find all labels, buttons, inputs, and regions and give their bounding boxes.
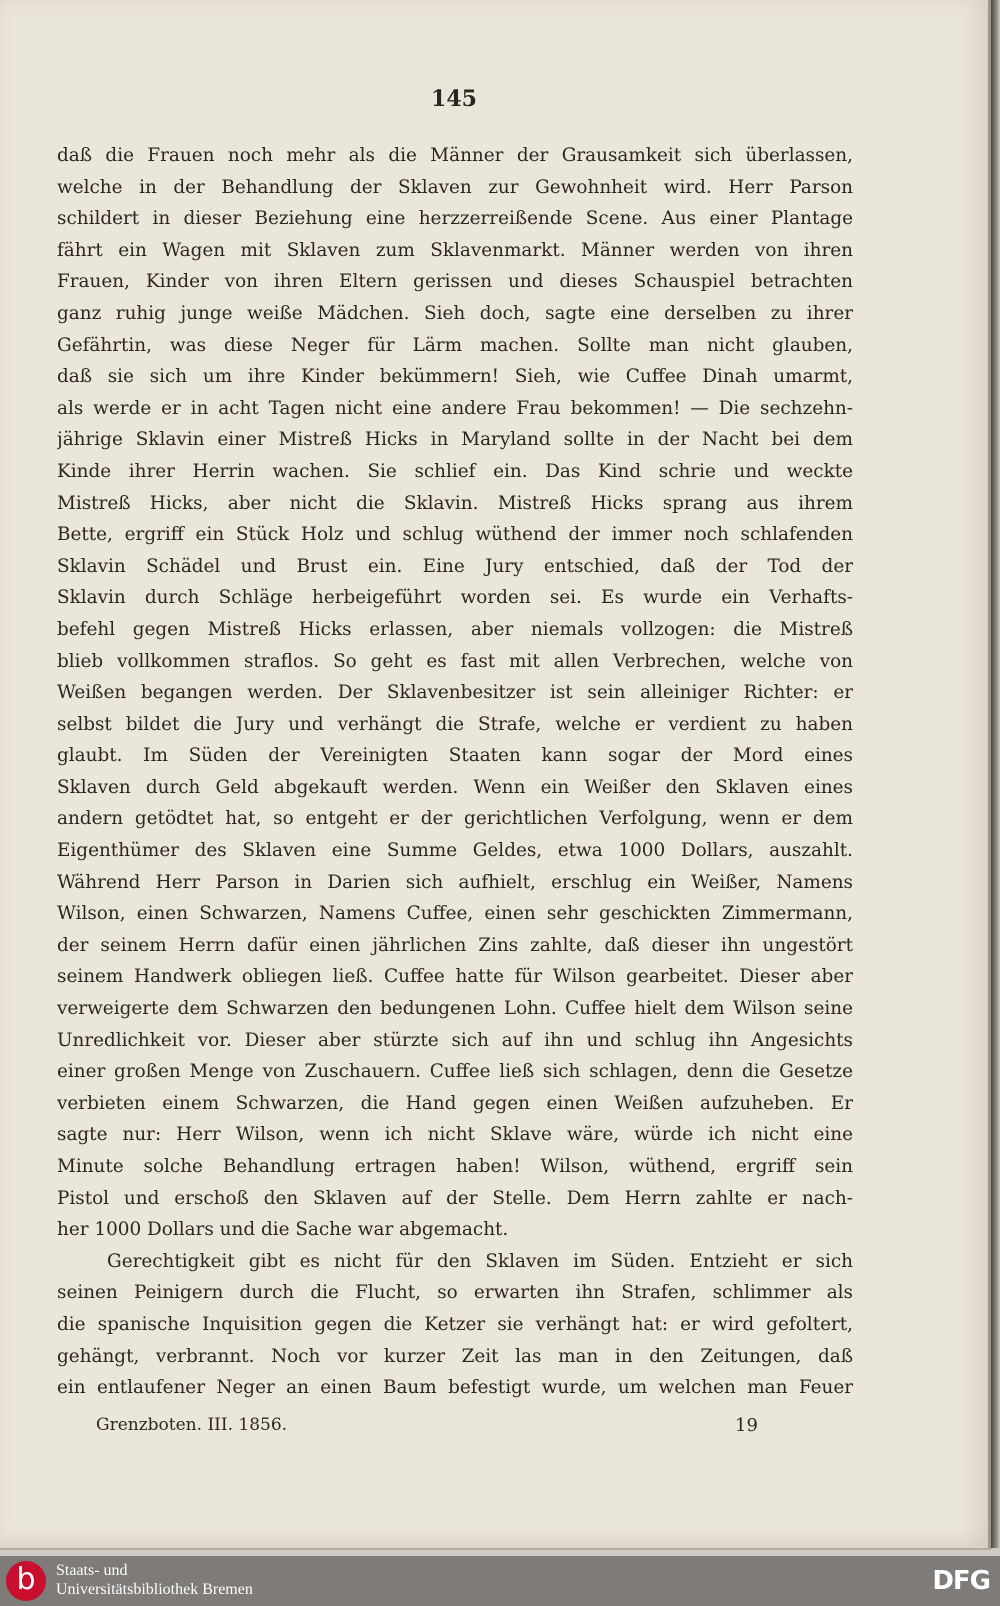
text-line: Mistreß Hicks, aber nicht die Sklavin. Mistreß Hicks sprang aus ihrem	[57, 492, 853, 514]
text-line: daß sie sich um ihre Kinder bekümmern! Sieh, wie Cuffee Dinah umarmt,	[57, 366, 853, 388]
text-line: Weißen begangen werden. Der Sklavenbesitzer ist sein alleiniger Richter: er	[57, 682, 853, 704]
text-line: verbieten einem Schwarzen, die Hand gegen einen Weißen aufzuheben. Er	[57, 1092, 853, 1114]
text-line: jährige Sklavin einer Mistreß Hicks in Maryland sollte in der Nacht bei dem	[57, 429, 853, 451]
text-line: schildert in dieser Beziehung eine herzzerreißende Scene. Aus einer Plantage	[57, 208, 853, 230]
text-line: ganz ruhig junge weiße Mädchen. Sieh doch, sagte eine derselben zu ihrer	[57, 302, 853, 324]
text-line: welche in der Behandlung der Sklaven zur Gewohnheit wird. Herr Parson	[57, 176, 853, 198]
text-line: blieb vollkommen straflos. So geht es fast mit allen Verbrechen, welche von	[57, 650, 853, 672]
text-line: Während Herr Parson in Darien sich aufhielt, erschlug ein Weißer, Namens	[57, 871, 853, 893]
text-line: verweigerte dem Schwarzen den bedungenen Lohn. Cuffee hielt dem Wilson seine	[57, 998, 853, 1020]
text-line: Sklaven durch Geld abgekauft werden. Wenn ein Weißer den Sklaven eines	[57, 776, 853, 798]
text-line: Kinde ihrer Herrin wachen. Sie schlief ein. Das Kind schrie und weckte	[57, 460, 853, 482]
text-line: Bette, ergriff ein Stück Holz und schlug wüthend der immer noch schlafenden	[57, 524, 853, 546]
text-line: seinen Peinigern durch die Flucht, so erwarten ihn Strafen, schlimmer als	[57, 1282, 853, 1304]
body-text	[57, 140, 853, 1404]
text-line: Wilson, einen Schwarzen, Namens Cuffee, einen sehr geschickten Zimmermann,	[57, 903, 853, 925]
text-line: der seinem Herrn dafür einen jährlichen Zins zahlte, daß dieser ihn ungestört	[57, 934, 853, 956]
library-logo-icon[interactable]: b	[6, 1561, 46, 1601]
library-name-line1: Staats- und	[56, 1562, 128, 1579]
text-line: Minute solche Behandlung ertragen haben! Wilson, wüthend, ergriff sein	[57, 1156, 853, 1177]
dfg-logo[interactable]: DFG	[932, 1566, 990, 1596]
text-line: Unredlichkeit vor. Dieser aber stürzte sich auf ihn und schlug ihn Angesichts	[57, 1029, 853, 1051]
library-footer-bar	[0, 1556, 1000, 1606]
text-line: gehängt, verbrannt. Noch vor kurzer Zeit las man in den Zeitungen, daß	[57, 1345, 853, 1367]
footer-sheet-number: 19	[735, 1415, 758, 1436]
text-line: Sklavin Schädel und Brust ein. Eine Jury entschied, daß der Tod der	[57, 555, 853, 577]
text-line: daß die Frauen noch mehr als die Männer der Grausamkeit sich überlassen,	[57, 145, 853, 166]
text-line: ein entlaufener Neger an einen Baum befestigt wurde, um welchen man Feuer	[57, 1377, 853, 1399]
text-line: fährt ein Wagen mit Sklaven zum Sklavenmarkt. Männer werden von ihren	[57, 239, 853, 261]
text-line: sagte nur: Herr Wilson, wenn ich nicht Sklave wäre, würde ich nicht eine	[57, 1124, 853, 1146]
text-line: Frauen, Kinder von ihren Eltern gerissen und dieses Schauspiel betrachten	[57, 271, 853, 293]
text-line: andern getödtet hat, so entgeht er der gerichtlichen Verfolgung, wenn er dem	[57, 808, 853, 830]
text-line: befehl gegen Mistreß Hicks erlassen, aber niemals vollzogen: die Mistreß	[57, 618, 853, 640]
text-line: seinem Handwerk obliegen ließ. Cuffee hatte für Wilson gearbeitet. Dieser aber	[57, 966, 853, 988]
text-line: einer großen Menge von Zuschauern. Cuffee ließ sich schlagen, denn die Gesetze	[57, 1061, 853, 1083]
text-line: Gerechtigkeit gibt es nicht für den Sklaven im Süden. Entzieht er sich	[107, 1250, 853, 1272]
text-line: glaubt. Im Süden der Vereinigten Staaten kann sogar der Mord eines	[57, 745, 853, 767]
text-line: Sklavin durch Schläge herbeigeführt worden sei. Es wurde ein Verhafts-	[57, 587, 853, 609]
text-line: als werde er in acht Tagen nicht eine andere Frau bekommen! — Die sechzehn-	[57, 397, 853, 419]
text-line: die spanische Inquisition gegen die Ketzer sie verhängt hat: er wird gefoltert,	[57, 1313, 853, 1335]
library-name[interactable]	[56, 1561, 253, 1599]
text-line: selbst bildet die Jury und verhängt die Strafe, welche er verdient zu haben	[57, 713, 853, 735]
footer-signature: Grenzboten. III. 1856.	[96, 1415, 288, 1435]
text-line: Gefährtin, was diese Neger für Lärm machen. Sollte man nicht glauben,	[57, 334, 853, 356]
text-line: her 1000 Dollars und die Sache war abgemacht.	[57, 1219, 509, 1241]
page-number: 145	[431, 86, 477, 112]
text-line: Eigenthümer des Sklaven eine Summe Geldes, etwa 1000 Dollars, auszahlt.	[57, 840, 853, 862]
text-line: Pistol und erschoß den Sklaven auf der Stelle. Dem Herrn zahlte er nach-	[57, 1187, 853, 1209]
page-edge-shadow	[991, 0, 1000, 1548]
library-name-line2: Universitätsbibliothek Bremen	[56, 1581, 253, 1598]
